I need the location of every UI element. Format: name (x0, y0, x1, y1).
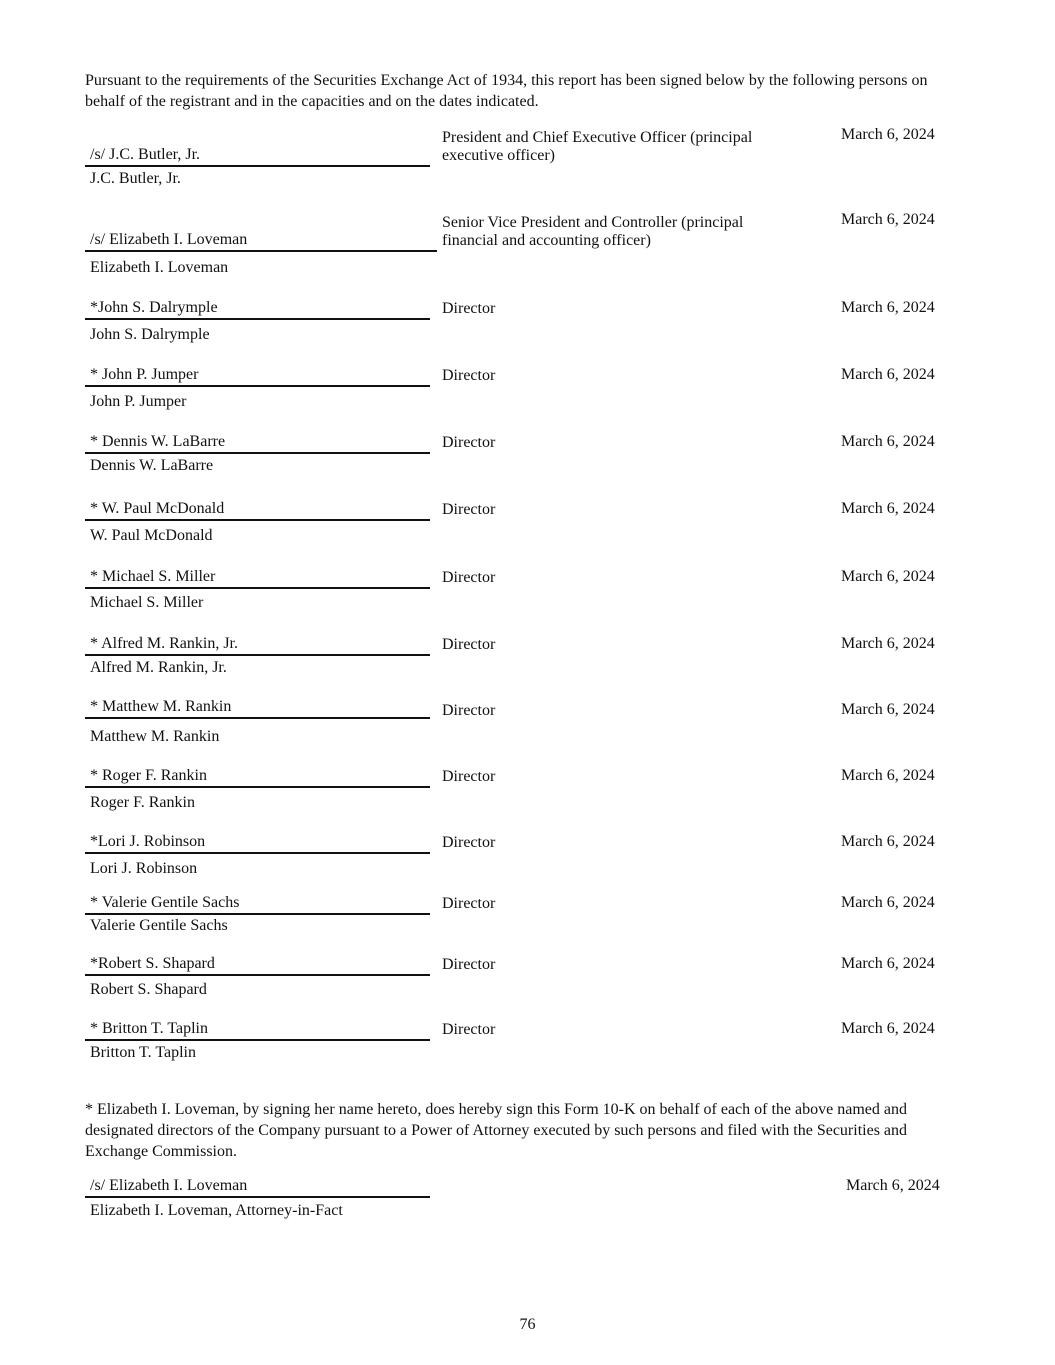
signature-line: * John P. Jumper (85, 365, 430, 387)
signature-date: March 6, 2024 (841, 366, 935, 383)
power-of-attorney-note: * Elizabeth I. Loveman, by signing her name hereto, does hereby sign this Form 10-K on behalf of each of the above named and designated directors of the Company pursuant to a Power of Attorney executed by such persons and filed with the Securities and Exchange Commission. (85, 1101, 908, 1160)
printed-name: Michael S. Miller (90, 594, 204, 611)
printed-name: Valerie Gentile Sachs (90, 917, 228, 934)
signature-date: March 6, 2024 (841, 568, 935, 585)
signer-title: Director (442, 367, 496, 384)
signature-line: * Alfred M. Rankin, Jr. (85, 634, 430, 656)
signature-line: /s/ J.C. Butler, Jr. (85, 145, 430, 167)
signature-date: March 6, 2024 (841, 126, 935, 143)
signature-date: March 6, 2024 (841, 833, 935, 850)
signature-date: March 6, 2024 (841, 767, 935, 784)
intro-paragraph: Pursuant to the requirements of the Securities Exchange Act of 1934, this report has been signed below by the following persons on behalf of the registrant and in the capacities and on the dates indicated. (85, 72, 928, 110)
attorney-signature-date: March 6, 2024 (846, 1177, 940, 1194)
signer-title: Director (442, 636, 496, 653)
signature-line: * Dennis W. LaBarre (85, 432, 430, 454)
printed-name: Elizabeth I. Loveman (90, 259, 229, 276)
printed-name: John P. Jumper (90, 393, 187, 410)
page-number: 76 (519, 1316, 536, 1333)
signature-date: March 6, 2024 (841, 635, 935, 652)
printed-name: John S. Dalrymple (90, 326, 210, 343)
printed-name: W. Paul McDonald (90, 527, 213, 544)
signature-line: * Matthew M. Rankin (85, 697, 430, 719)
signer-title: Director (442, 895, 496, 912)
printed-name: J.C. Butler, Jr. (90, 170, 181, 187)
attorney-signature-line: /s/ Elizabeth I. Loveman (85, 1176, 430, 1198)
signature-line: * Michael S. Miller (85, 567, 430, 589)
signature-date: March 6, 2024 (841, 433, 935, 450)
signer-title: Director (442, 956, 496, 973)
signer-title: Director (442, 1021, 496, 1038)
printed-name: Matthew M. Rankin (90, 728, 220, 745)
signature-line: *Lori J. Robinson (85, 832, 430, 854)
printed-name: Alfred M. Rankin, Jr. (90, 659, 227, 676)
signature-date: March 6, 2024 (841, 955, 935, 972)
signature-date: March 6, 2024 (841, 299, 935, 316)
printed-name: Britton T. Taplin (90, 1044, 196, 1061)
signature-date: March 6, 2024 (841, 1020, 935, 1037)
signature-date: March 6, 2024 (841, 500, 935, 517)
signer-title: Director (442, 702, 496, 719)
signer-title: President and Chief Executive Officer (principal executive officer) (442, 129, 753, 164)
signature-line: *Robert S. Shapard (85, 954, 430, 976)
signer-title: Director (442, 501, 496, 518)
printed-name: Robert S. Shapard (90, 981, 207, 998)
signer-title: Director (442, 300, 496, 317)
signature-date: March 6, 2024 (841, 701, 935, 718)
signature-line: /s/ Elizabeth I. Loveman (85, 230, 437, 252)
signature-line: * Roger F. Rankin (85, 766, 430, 788)
signer-title: Director (442, 434, 496, 451)
printed-name: Lori J. Robinson (90, 860, 198, 877)
printed-name: Roger F. Rankin (90, 794, 195, 811)
signature-line: * W. Paul McDonald (85, 499, 430, 521)
signer-title: Director (442, 569, 496, 586)
signature-date: March 6, 2024 (841, 211, 935, 228)
printed-name: Dennis W. LaBarre (90, 457, 214, 474)
signature-line: * Valerie Gentile Sachs (85, 893, 430, 915)
attorney-printed-name: Elizabeth I. Loveman, Attorney-in-Fact (90, 1202, 343, 1219)
signature-date: March 6, 2024 (841, 894, 935, 911)
signer-title: Senior Vice President and Controller (principal financial and accounting officer) (442, 214, 744, 249)
signature-line: * Britton T. Taplin (85, 1019, 430, 1041)
signature-line: *John S. Dalrymple (85, 298, 430, 320)
signer-title: Director (442, 768, 496, 785)
signer-title: Director (442, 834, 496, 851)
